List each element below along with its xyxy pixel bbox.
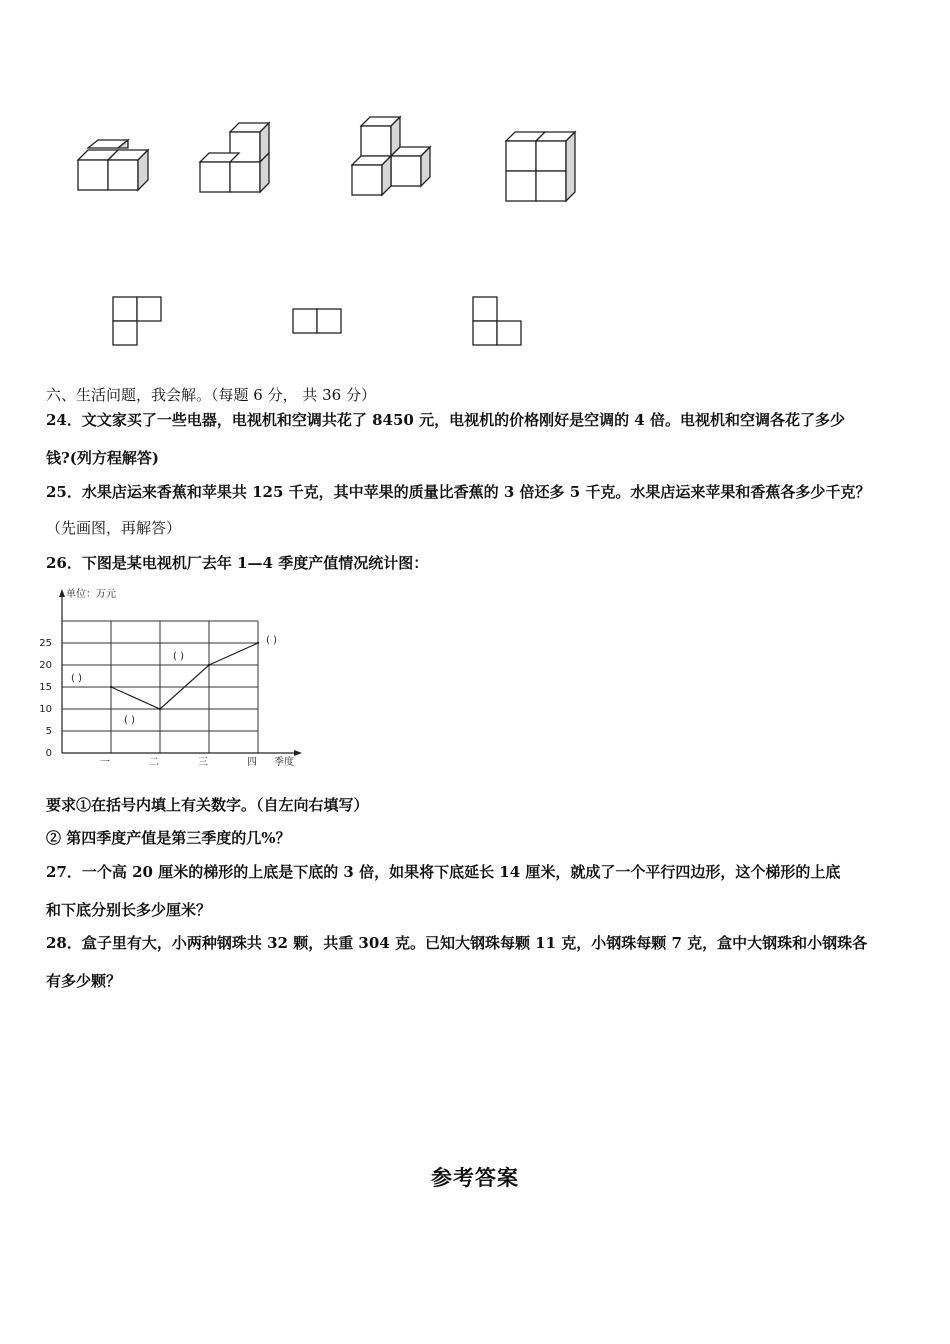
blank-label-3: ( ) xyxy=(266,635,277,646)
question-27-line2: 和下底分别长多少厘米？ xyxy=(46,901,212,919)
y-tick-label-3: 15 xyxy=(39,682,52,693)
data-point-2 xyxy=(208,664,210,666)
question-26-line1: 26．下图是某电视机厂去年 1—4 季度产值情况统计图： xyxy=(46,554,429,572)
data-point-1 xyxy=(159,708,161,710)
y-tick-label-4: 20 xyxy=(39,660,52,671)
question-24-line1: 24．文文家买了一些电器，电视机和空调共花了 8450 元，电视机的价格刚好是空调的 4 倍。电视机和空调各花了多少 xyxy=(46,411,845,429)
y-tick-label-1: 5 xyxy=(45,726,52,737)
blank-label-2: ( ) xyxy=(173,651,184,662)
x-axis-arrow xyxy=(294,750,302,756)
x-tick-label-3: 四 xyxy=(247,757,257,768)
view-shape-3 xyxy=(472,296,524,348)
question-25-line1: 25．水果店运来香蕉和苹果共 125 千克，其中苹果的质量比香蕉的 3 倍还多 5 千克。水果店运来苹果和香蕉各多少千克？ xyxy=(46,483,871,501)
view-shape-2 xyxy=(292,308,344,336)
x-axis-label: 季度 xyxy=(274,757,294,768)
view-shape-1 xyxy=(112,296,164,348)
blank-label-0: ( ) xyxy=(71,673,82,684)
y-tick-label-5: 25 xyxy=(39,638,52,649)
cube-figure-4 xyxy=(498,125,588,210)
section-6-heading: 六、生活问题，我会解。（每题 6 分， 共 36 分） xyxy=(46,386,376,404)
question-26-requirement-2: ② 第四季度产值是第三季度的几%？ xyxy=(46,829,291,847)
cube-figure-2 xyxy=(192,120,282,200)
x-tick-label-2: 三 xyxy=(198,757,208,768)
question-28-line1: 28．盒子里有大，小两种钢珠共 32 颗，共重 304 克。已知大钢珠每颗 11 克，小钢珠每颗 7 克，盒中大钢珠和小钢珠各 xyxy=(46,934,868,952)
question-25-line2: （先画图，再解答） xyxy=(46,519,182,537)
blank-label-1: ( ) xyxy=(124,715,135,726)
data-point-3 xyxy=(257,642,259,644)
chart-labels xyxy=(39,587,294,768)
chart-grid xyxy=(62,621,258,753)
y-axis-arrow xyxy=(59,589,65,597)
y-tick-label-0: 0 xyxy=(45,748,52,759)
series-line xyxy=(111,643,258,709)
question-26-requirement-1: 要求①在括号内填上有关数字。（自左向右填写） xyxy=(46,796,369,814)
question-28-line2: 有多少颗？ xyxy=(46,972,122,990)
question-27-line1: 27．一个高 20 厘米的梯形的上底是下底的 3 倍，如果将下底延长 14 厘米，就成了一个平行四边形，这个梯形的上底 xyxy=(46,863,841,881)
x-tick-label-1: 二 xyxy=(149,757,159,768)
y-tick-label-2: 10 xyxy=(39,704,52,715)
cube-figure-1 xyxy=(70,130,160,200)
question-24-line2: 钱?(列方程解答) xyxy=(46,449,159,467)
x-tick-label-0: 一 xyxy=(100,757,110,768)
production-line-chart xyxy=(40,585,320,770)
data-point-0 xyxy=(110,686,112,688)
answer-key-title: 参考答案 xyxy=(431,1166,519,1190)
cube-figure-3 xyxy=(345,112,440,202)
chart-marks xyxy=(110,642,259,710)
y-axis-label: 单位：万元 xyxy=(66,589,116,600)
